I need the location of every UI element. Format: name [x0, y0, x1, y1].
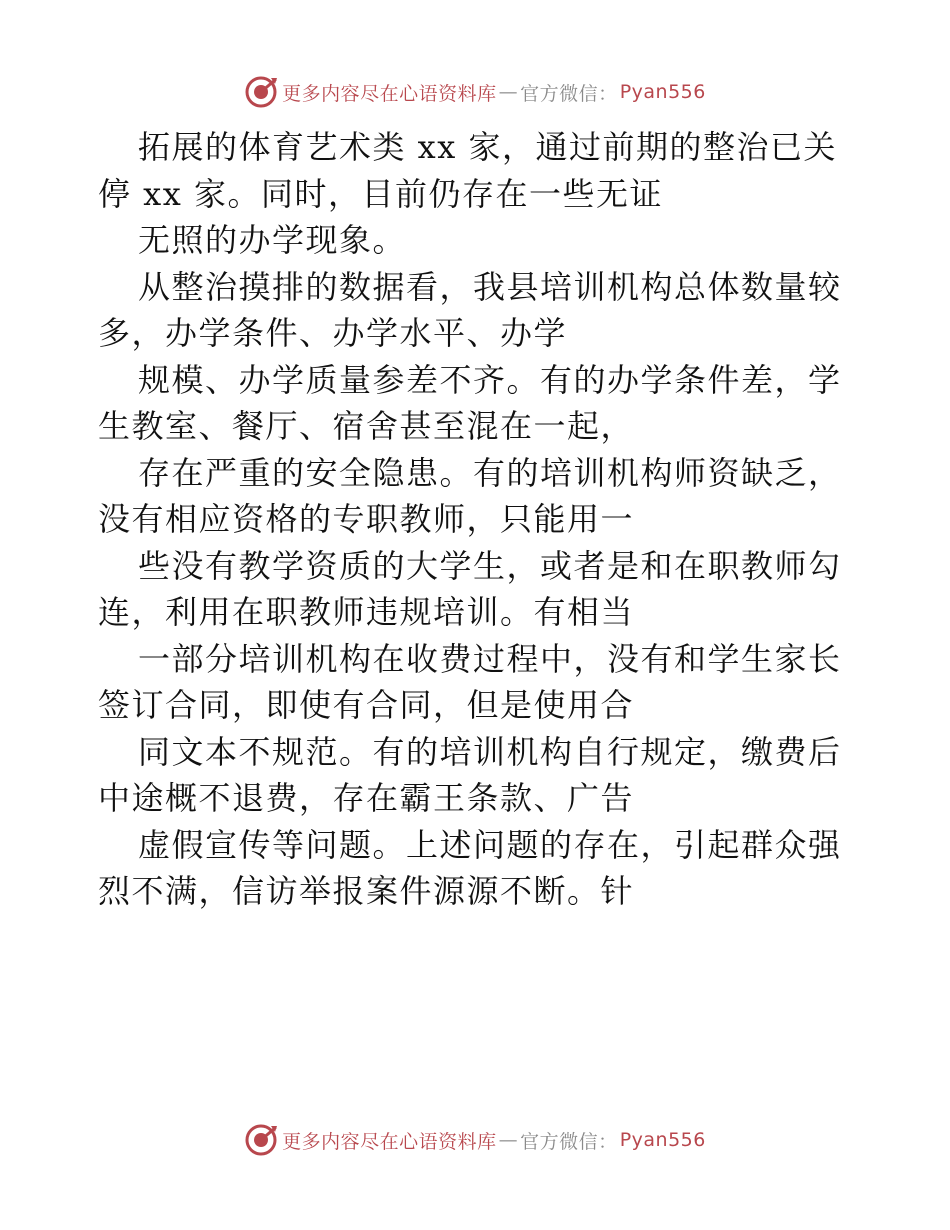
- paragraph: 些没有教学资质的大学生，或者是和在职教师勾连，利用在职教师违规培训。有相当: [98, 546, 842, 631]
- footer-banner-dash: —: [498, 1129, 519, 1151]
- footer-banner: [0, 1120, 950, 1160]
- header-banner-text: 更多内容尽在心语资料库: [282, 82, 497, 105]
- paragraph: 同文本不规范。有的培训机构自行规定，缴费后中途概不退费，存在霸王条款、广告: [98, 732, 842, 817]
- header-banner-label: 官方微信：: [520, 82, 618, 105]
- brand-logo-icon: [244, 75, 278, 109]
- paragraph: 从整治摸排的数据看，我县培训机构总体数量较多，办学条件、办学水平、办学: [98, 267, 842, 352]
- paragraph: 无照的办学现象。: [138, 221, 407, 259]
- paragraph: 存在严重的安全隐患。有的培训机构师资缺乏，没有相应资格的专职教师，只能用一: [98, 453, 842, 538]
- footer-banner-id: Pyan556: [619, 1129, 706, 1151]
- header-banner: [0, 72, 950, 112]
- paragraph: 规模、办学质量参差不齐。有的办学条件差，学生教室、餐厅、宿舍甚至混在一起，: [98, 360, 842, 445]
- document-body: [98, 124, 858, 915]
- header-banner-id: Pyan556: [619, 81, 706, 103]
- footer-banner-text: 更多内容尽在心语资料库: [282, 1130, 497, 1153]
- paragraph: 虚假宣传等问题。上述问题的存在，引起群众强烈不满，信访举报案件源源不断。针: [98, 825, 842, 910]
- footer-banner-label: 官方微信：: [520, 1130, 618, 1153]
- paragraph: 拓展的体育艺术类 xx 家，通过前期的整治已关停 xx 家。同时，目前仍存在一些无证: [98, 128, 837, 213]
- header-banner-dash: —: [498, 81, 519, 103]
- paragraph: 一部分培训机构在收费过程中，没有和学生家长签订合同，即使有合同，但是使用合: [98, 639, 842, 724]
- brand-logo-icon: [244, 1123, 278, 1157]
